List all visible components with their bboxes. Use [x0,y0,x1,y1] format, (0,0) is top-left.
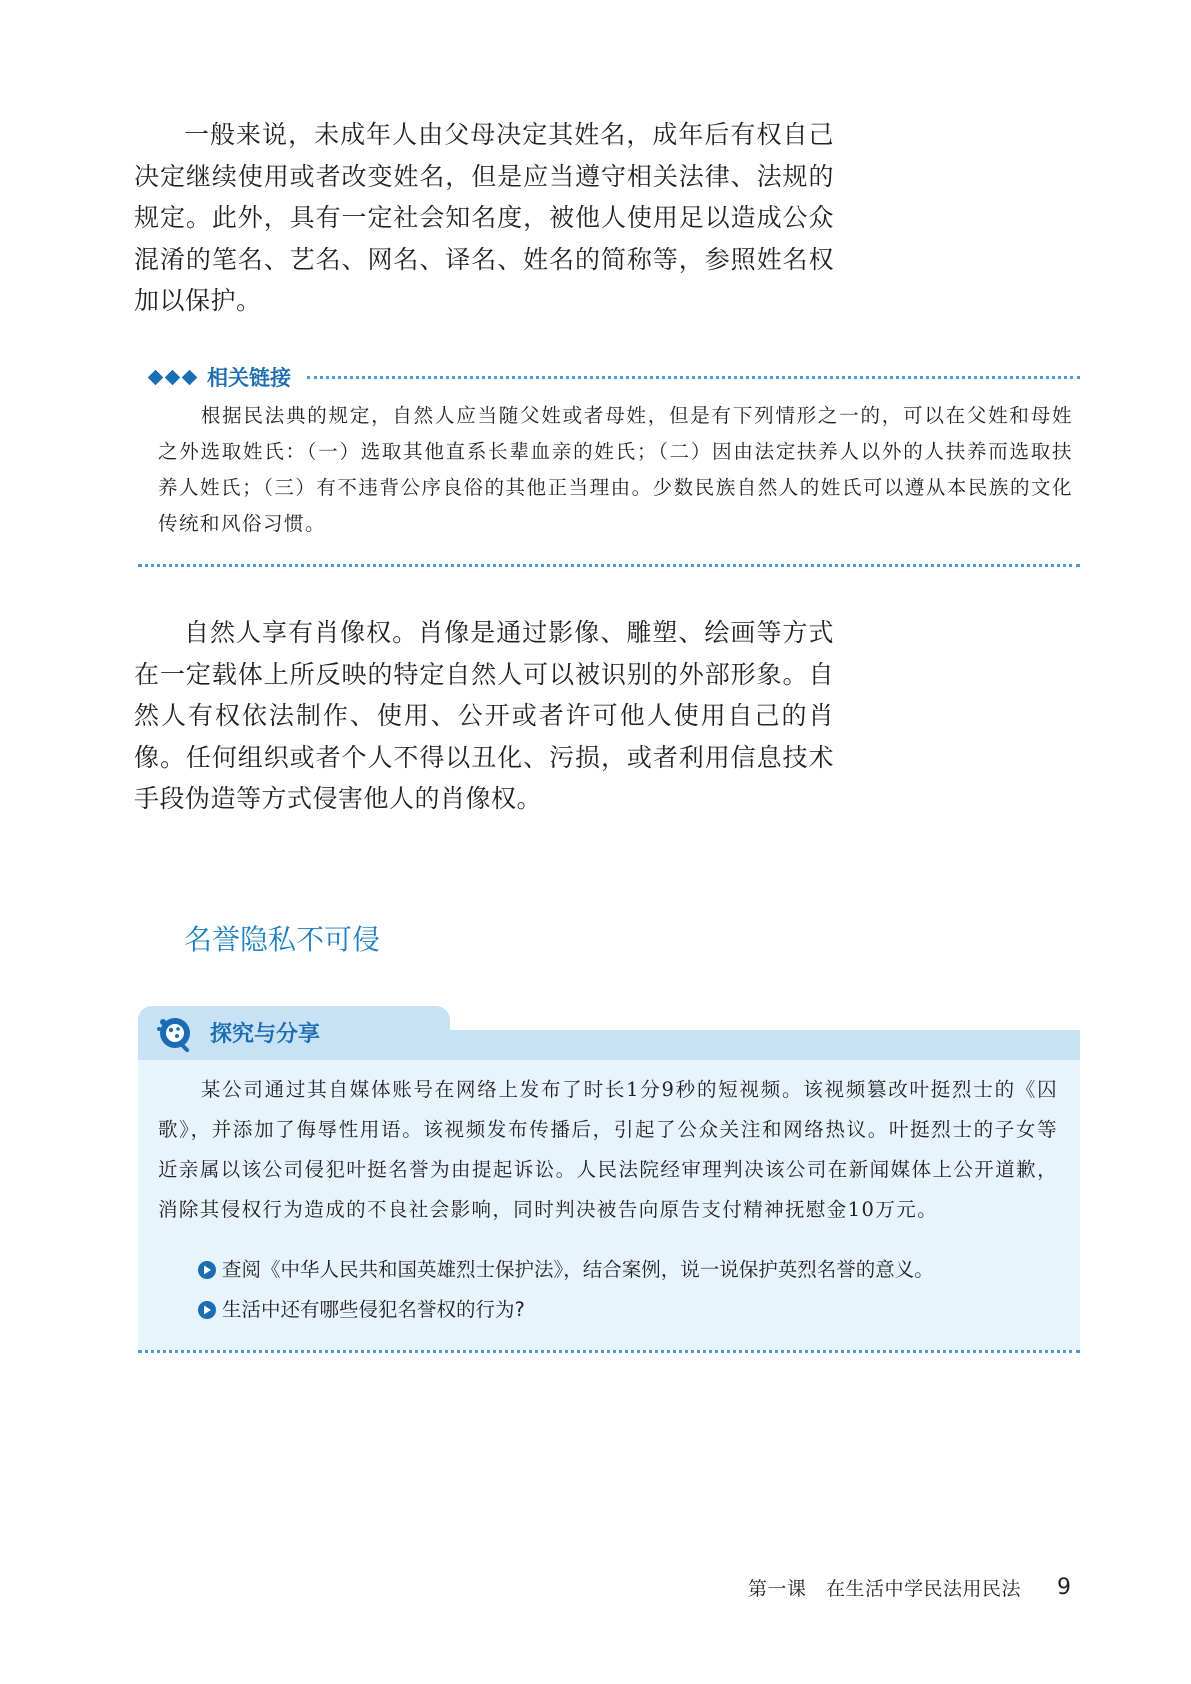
explore-prompts [198,1250,934,1330]
arrow-bullet-icon [198,1261,216,1279]
related-link-header [150,360,1080,394]
page-number: 9 [1057,1575,1072,1600]
dotted-divider-bottom [138,564,1080,567]
prompt-text: 生活中还有哪些侵犯名誉权的行为? [222,1298,525,1321]
list-item [198,1290,934,1330]
related-link-title: 相关链接 [207,366,291,390]
related-link-text: 根据民法典的规定，自然人应当随父姓或者母姓，但是有下列情形之一的，可以在父姓和母姓之外选取姓氏：（一）选取其他直系长辈血亲的姓氏；（二）因由法定扶养人以外的人扶养而选取扶养人姓氏；（三）有不违背公序良俗的其他正当理由。少数民族自然人的姓氏可以遵从本民族的文化传统和风俗习惯。 [158,404,1073,535]
explore-case-text: 某公司通过其自媒体账号在网络上发布了时长1分9秒的短视频。该视频篡改叶挺烈士的《囚歌》，并添加了侮辱性用语。该视频发布传播后，引起了公众关注和网络热议。叶挺烈士的子女等近亲属以该公司侵犯叶挺名誉为由提起诉讼。人民法院经审理判决该公司在新闻媒体上公开道歉，消除其侵权行为造成的不良社会影响，同时判决被告向原告支付精神抚慰金10万元。 [158,1078,1058,1221]
list-item [198,1250,934,1290]
page-footer [748,1574,1071,1601]
body-paragraph-portrait-rights: 自然人享有肖像权。肖像是通过影像、雕塑、绘画等方式在一定载体上所反映的特定自然人可以被识别的外部形象。自然人有权依法制作、使用、公开或者许可他人使用自己的肖像。任何组织或者个人不得以丑化、污损，或者利用信息技术手段伪造等方式侵害他人的肖像权。 [134,618,834,813]
diamond-bullets-icon [150,372,195,383]
body-paragraph-name-rights: 一般来说，未成年人由父母决定其姓名，成年后有权自己决定继续使用或者改变姓名，但是应当遵守相关法律、法规的规定。此外，具有一定社会知名度，被他人使用足以造成公众混淆的笔名、艺名、网名、译名、姓名的简称等，参照姓名权加以保护。 [134,120,834,315]
magnifier-icon [154,1014,194,1054]
explore-title: 探究与分享 [210,1022,321,1047]
dotted-divider-explore [138,1350,1080,1353]
prompt-text: 查阅《中华人民共和国英雄烈士保护法》，结合案例，说一说保护英烈名誉的意义。 [222,1258,934,1281]
section-heading: 名誉隐私不可侵 [184,923,381,956]
chapter-title: 第一课 在生活中学民法用民法 [748,1578,1022,1600]
arrow-bullet-icon [198,1301,216,1319]
dotted-divider [307,376,1080,379]
